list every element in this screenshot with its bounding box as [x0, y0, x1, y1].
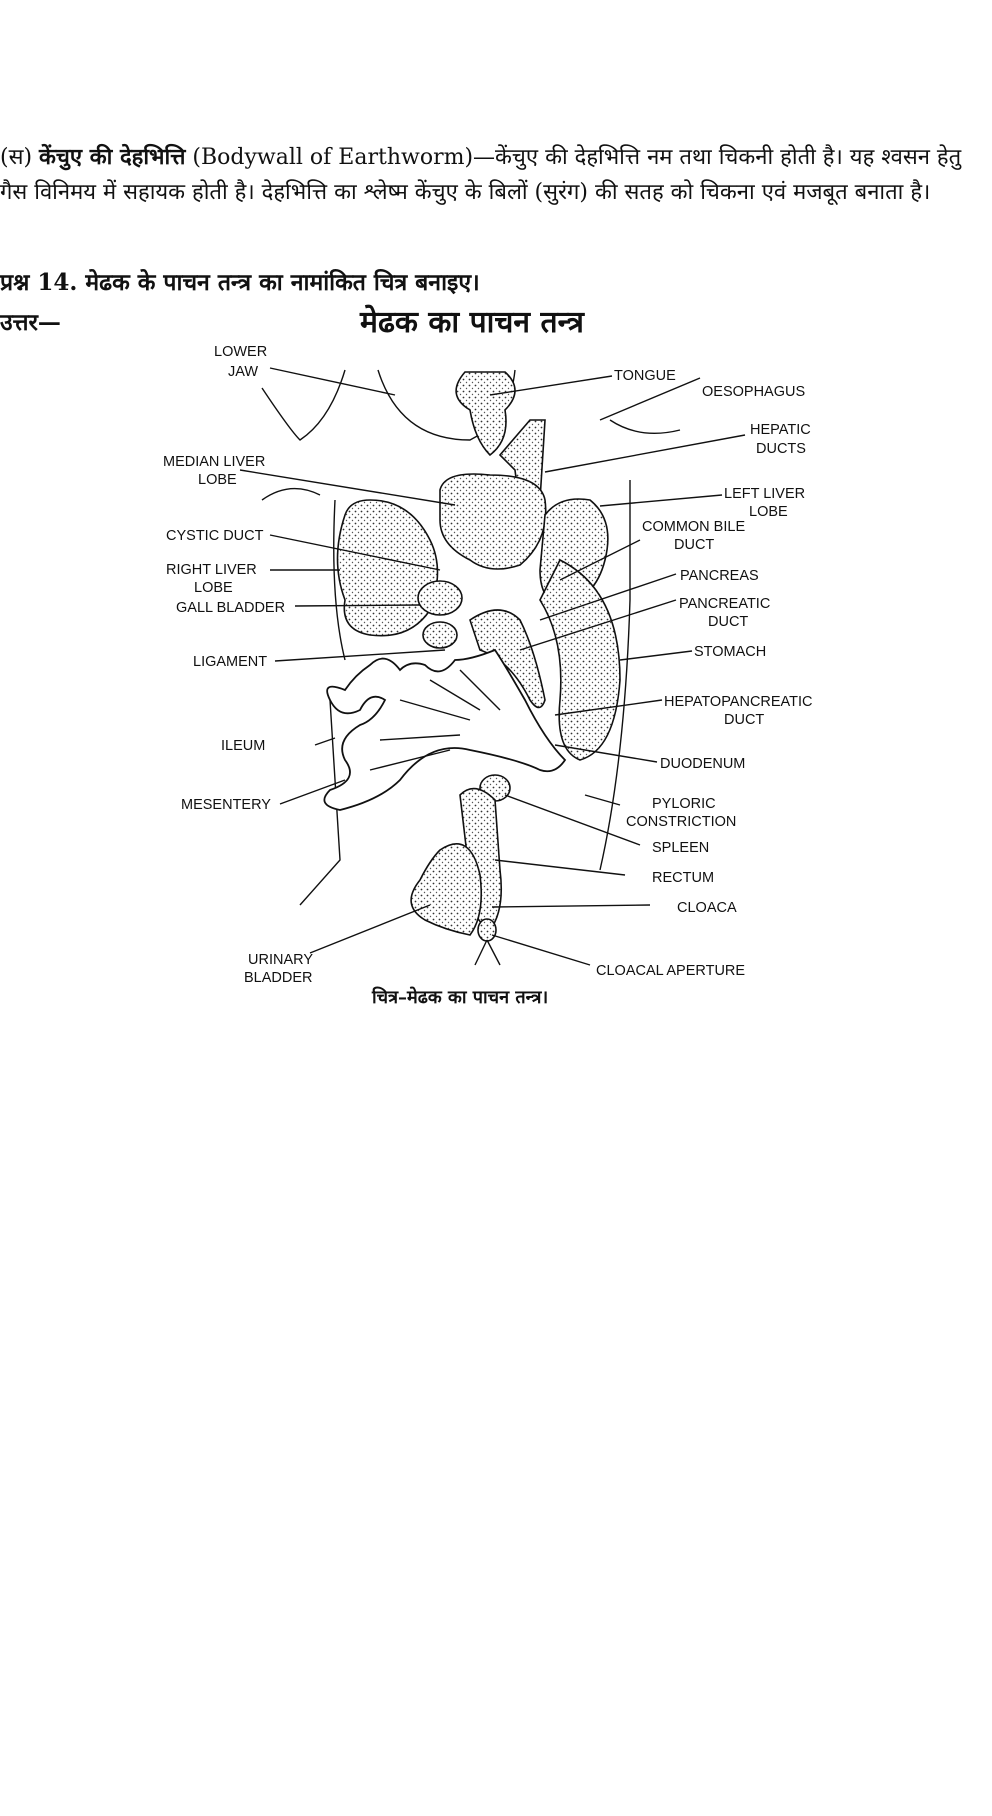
label-hepatic-2: DUCTS: [756, 441, 806, 457]
tongue-shape: [456, 372, 515, 455]
label-duodenum: DUODENUM: [660, 756, 746, 772]
label-pancreatic-2: DUCT: [708, 614, 749, 630]
label-cloaca: CLOACA: [677, 900, 737, 916]
right-liver-lobe-shape: [338, 500, 438, 636]
label-lower-jaw-2: JAW: [228, 364, 259, 380]
label-urinary-2: BLADDER: [244, 970, 313, 986]
label-rectum: RECTUM: [652, 870, 715, 886]
label-stomach: STOMACH: [694, 644, 767, 660]
cloaca-shape: [478, 919, 496, 941]
gall-bladder-lower: [423, 622, 457, 648]
label-hepatic-1: HEPATIC: [750, 422, 811, 438]
stomach-shape: [540, 560, 620, 760]
label-cystic-duct: CYSTIC DUCT: [166, 528, 264, 544]
gall-bladder-shape: [418, 581, 462, 615]
label-urinary-1: URINARY: [248, 952, 313, 968]
figure-title: मेढक का पाचन तन्त्र: [360, 305, 584, 340]
label-cloacal-aperture: CLOACAL APERTURE: [596, 963, 746, 979]
label-spleen: SPLEEN: [652, 840, 710, 856]
label-hepatopancreatic-2: DUCT: [724, 712, 765, 728]
median-liver-lobe-shape: [440, 474, 546, 569]
label-gall-bladder: GALL BLADDER: [176, 600, 286, 616]
paragraph-prefix: (स): [0, 145, 40, 170]
label-ligament: LIGAMENT: [193, 654, 268, 670]
label-pyloric-1: PYLORIC: [652, 796, 716, 812]
label-left-liver-2: LOBE: [749, 504, 788, 520]
figure-caption: चित्र–मेढक का पाचन तन्त्र।: [372, 987, 549, 1008]
label-common-bile-1: COMMON BILE: [642, 519, 746, 535]
paragraph-text: (Bodywall of Earthworm)—केंचुए की देहभित्ति नम तथा चिकनी होती है। यह श्वसन हेतु गैस विनिमय में सहायक होती है। देहभित्ति का श्लेष्म केंचुए के बिलों (सुरंग) की सतह को चिकना एवं मजबूत बनाता है।: [0, 145, 962, 205]
label-tongue: TONGUE: [614, 368, 676, 384]
label-common-bile-2: DUCT: [674, 537, 715, 553]
label-median-liver-2: LOBE: [198, 472, 237, 488]
label-hepatopancreatic-1: HEPATOPANCREATIC: [664, 694, 813, 710]
question-14: प्रश्न 14. मेढक के पाचन तन्त्र का नामांकित चित्र बनाइए।: [0, 269, 480, 296]
paragraph-heading: केंचुए की देहभित्ति: [39, 144, 186, 170]
urinary-bladder-shape: [411, 844, 481, 935]
label-ileum: ILEUM: [221, 738, 266, 754]
label-pancreas: PANCREAS: [680, 568, 759, 584]
answer-label: उत्तर—: [0, 309, 61, 336]
label-right-liver-2: LOBE: [194, 580, 233, 596]
label-left-liver-1: LEFT LIVER: [724, 486, 806, 502]
label-mesentery: MESENTERY: [181, 797, 271, 813]
label-pancreatic-1: PANCREATIC: [679, 596, 771, 612]
label-right-liver-1: RIGHT LIVER: [166, 562, 257, 578]
label-lower-jaw-1: LOWER: [214, 344, 268, 360]
label-pyloric-2: CONSTRICTION: [626, 814, 737, 830]
label-oesophagus: OESOPHAGUS: [702, 384, 806, 400]
label-median-liver-1: MEDIAN LIVER: [163, 454, 266, 470]
